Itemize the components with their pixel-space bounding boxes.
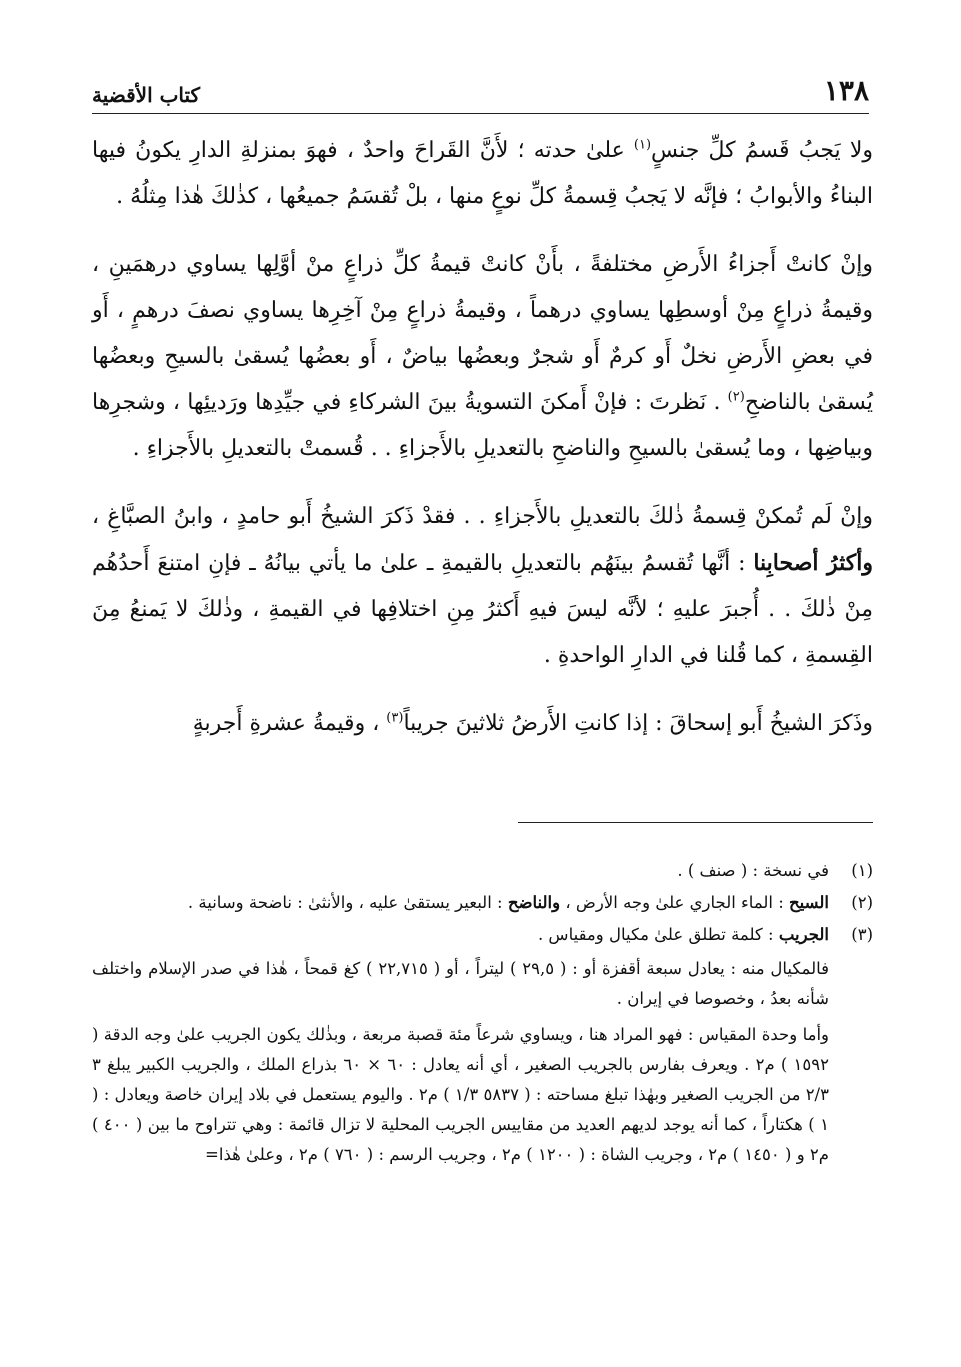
footnote-separator xyxy=(518,822,873,823)
paragraph-2-text-b: . نَظرتَ : فإنْ أَمكنَ التسويةُ بينَ الشركاءِ في جيِّدِها ورَديئِها ، وشجرِها وبياضِها ، وما يُسقىٰ بالسيحِ والناضحِ بالتعديلِ بالأَجزاءِ . . قُسمتْ بالتعديلِ بالأَجزاءِ . xyxy=(92,390,873,461)
footnote-text-part: : البعير يستقىٰ عليه ، والأنثىٰ : ناضحة وسانية . xyxy=(187,893,508,912)
footnote-text-part: : الماء الجاري علىٰ وجه الأرض ، xyxy=(560,893,790,912)
footnote-3-paragraph-1: فالمكيال منه : يعادل سبعة أقفزة أو : ( ٢٩,٥ ) ليتراً ، أو ( ٢٢,٧١٥ ) كغ قمحاً ، هٰذا في صدر الإسلام واختلف شأنه بعدُ ، وخصوصا في إيران . xyxy=(92,959,830,1008)
paragraph-3 xyxy=(92,494,873,679)
footnote-ref-1: (١) xyxy=(633,137,652,153)
paragraph-4-text-b: ، وقيمةُ عشرةِ أَجربةٍ xyxy=(192,711,387,736)
footnote-ref-2: (٢) xyxy=(727,389,745,405)
footnote-number: (١) xyxy=(851,861,873,880)
paragraph-4-text-a: وذَكرَ الشيخُ أَبو إسحاقَ : إذا كانتِ الأَرضُ ثلاثينَ جريباً xyxy=(403,711,873,736)
paragraph-3-text-b: : أنَّها تُقسمُ بينَهُم بالتعديلِ بالقيمةِ ـ علىٰ ما يأتي بيانُهُ ـ فإنِ امتنعَ أَحدُهُم مِنْ ذٰلكَ . . أُجبرَ عليهِ ؛ لأنَّه ليسَ فيهِ أَكثرُ مِنِ اختلافِها في القيمةِ ، وذٰلكَ لا يَمنعُ مِنَ القِسمةِ ، كما قُلنا في الدارِ الواحدةِ . xyxy=(92,551,873,668)
paragraph-4 xyxy=(92,701,873,747)
footnotes xyxy=(92,856,873,1176)
main-text xyxy=(92,128,873,769)
footnote-text: في نسخة : ( صنف ) . xyxy=(677,861,829,880)
footnote-text xyxy=(92,920,829,950)
footnote-text-part: : كلمة تطلق علىٰ مكيال ومقياس . xyxy=(537,925,779,944)
paragraph-1-text-b: علىٰ حدته ؛ لأَنَّ القَراحَ واحدٌ ، فهوَ بمنزلةِ الدارِ يكونُ فيها البناءُ والأبوابُ ؛ فإنَّه لا يَجبُ قِسمةُ كلِّ نوعٍ منها ، بلْ تُقسَمُ جميعُها ، كذٰلكَ هٰذا مِثلُهُ . xyxy=(92,138,873,209)
footnote-3 xyxy=(92,920,873,950)
paragraph-1 xyxy=(92,128,873,220)
footnote-3-paragraph-2: وأما وحدة المقياس : فهو المراد هنا ، ويساوي شرعاً مئة قصبة مربعة ، وبذٰلك يكون الجريب علىٰ وجه الدقة ( ١٥٩٢ ) م٢ . ويعرف بفارس بالجريب الصغير ، أي أنه يعادل : ٦٠ × ٦٠ بذراع الملك ، والجريب الكبير يبلغ ٣ ٢/٣ من الجريب الصغير وبهٰذا تبلغ مساحته : ( ٥٨٣٧ ١/٣ ) م٢ . واليوم يستعمل في بلاد إيران خاصة ويعادل : ( ١ ) هكتاراً ، كما أنه يوجد لديهم العديد من مقاييس الجريب المحلية لا تزال قائمة : وهي تتراوح ما بين ( ٤٠٠ ) م٢ و ( ١٤٥٠ ) م٢ ، وجريب الشاة : ( ١٢٠٠ ) م٢ ، وجريب الرسم : ( ٧٦٠ ) م٢ ، وعلىٰ هٰذا= xyxy=(92,1025,829,1164)
footnote-ref-3: (٣) xyxy=(386,710,404,726)
running-header xyxy=(92,70,869,114)
footnote-number: (٣) xyxy=(851,925,873,944)
paragraph-2-text-a: وإنْ كانتْ أَجزاءُ الأَرضِ مختلفةً ، بأَنْ كانتْ قيمةُ كلِّ ذراعٍ منْ أوَّلِها يساوي درهمَينِ ، وقيمةُ ذراعٍ مِنْ أوسطِها يساوي درهماً ، وقيمةُ ذراعٍ مِنْ آخِرِها يساوي نصفَ درهمٍ ، أَو في بعضِ الأَرضِ نخلٌ أَو كرمٌ أَو شجرٌ وبعضُها بياضٌ ، أَو بعضُها يُسقىٰ بالسيحِ وبعضُها يُسقىٰ بالناضحِ xyxy=(92,252,873,415)
paragraph-3-bold: وأكثرُ أصحابِنا xyxy=(753,550,874,576)
footnote-1 xyxy=(92,856,873,886)
page-number: ١٣٨ xyxy=(823,74,869,107)
paragraph-2 xyxy=(92,242,873,472)
footnote-number: (٢) xyxy=(851,893,873,912)
paragraph-3-text-a: وإنْ لَم تُمكنْ قِسمةُ ذٰلكَ بالتعديلِ بالأَجزاءِ . . فقدْ ذَكرَ الشيخُ أَبو حامدٍ ، وابنُ الصبَّاغِ ، xyxy=(92,504,873,529)
footnote-text xyxy=(92,888,829,918)
footnote-2 xyxy=(92,888,873,918)
footnote-term: السيح xyxy=(789,893,829,912)
footnote-term: والناضح xyxy=(507,893,561,912)
footnote-term: الجريب xyxy=(778,925,829,944)
paragraph-1-text-a: ولا يَجبُ قَسمُ كلِّ جنسٍ xyxy=(651,138,873,163)
running-title: كتاب الأقضية xyxy=(92,83,201,107)
